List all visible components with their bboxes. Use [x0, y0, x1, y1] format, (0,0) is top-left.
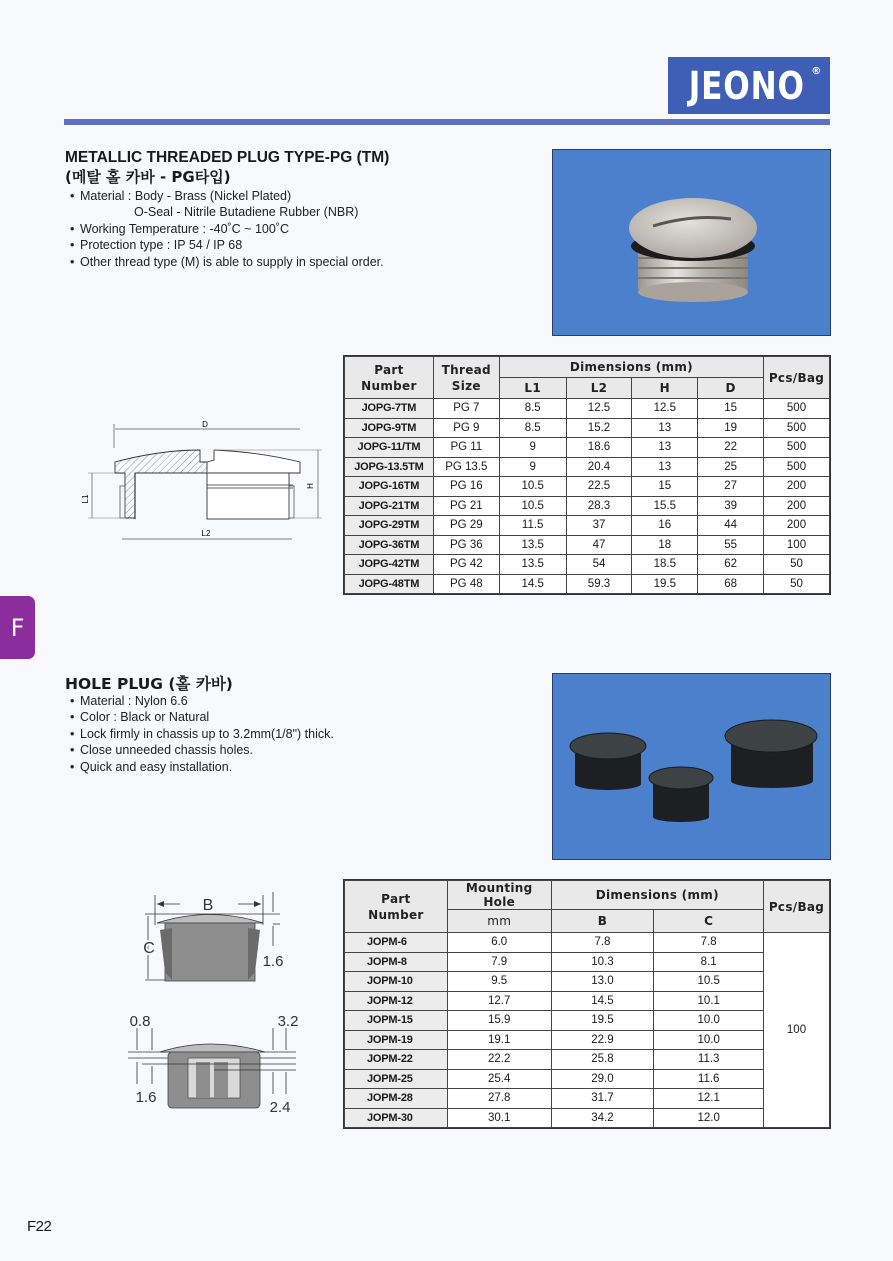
- spec-item: • Protection type : IP 54 / IP 68: [70, 238, 243, 253]
- cell-d: 19: [698, 418, 764, 438]
- cell-h: 15: [632, 477, 698, 497]
- cell-l2: 15.2: [566, 418, 632, 438]
- table-row: [345, 555, 830, 575]
- cell-part-number: JOPM-22: [345, 1050, 448, 1070]
- hole-plugs-image: [553, 674, 830, 859]
- product2-photo: [552, 673, 831, 860]
- cell-d: 15: [698, 399, 764, 419]
- cell-pcs-bag: 50: [764, 555, 830, 575]
- header-dimensions: Dimensions (mm): [551, 881, 763, 910]
- cell-part-number: JOPG-16TM: [345, 477, 434, 497]
- cell-part-number: JOPG-48TM: [345, 574, 434, 594]
- cell-b: 10.3: [551, 952, 654, 972]
- cell-mounting-hole: 25.4: [447, 1069, 551, 1089]
- header-pcs-bag: Pcs/Bag: [764, 881, 830, 933]
- cell-h: 13: [632, 457, 698, 477]
- cell-pcs-bag: 100: [764, 933, 830, 1128]
- plug-small: [649, 767, 713, 822]
- cell-h: 18.5: [632, 555, 698, 575]
- hole-plug-diagram: [110, 880, 310, 1120]
- cell-h: 13: [632, 418, 698, 438]
- cell-pcs-bag: 500: [764, 399, 830, 419]
- cell-pcs-bag: 50: [764, 574, 830, 594]
- cell-pcs-bag: 200: [764, 477, 830, 497]
- cell-l2: 59.3: [566, 574, 632, 594]
- spec-item: • Other thread type (M) is able to supply in special order.: [70, 254, 384, 269]
- product2-title: HOLE PLUG (홀 카바): [65, 675, 233, 693]
- cell-part-number: JOPM-15: [345, 1011, 448, 1031]
- table-row: [345, 1089, 830, 1109]
- cell-l1: 8.5: [499, 399, 566, 419]
- cell-c: 7.8: [654, 933, 764, 953]
- spec-item: • Quick and easy installation.: [70, 759, 233, 774]
- cell-b: 13.0: [551, 972, 654, 992]
- cell-l2: 54: [566, 555, 632, 575]
- table-row: [345, 1069, 830, 1089]
- cell-part-number: JOPM-12: [345, 991, 448, 1011]
- cell-c: 10.0: [654, 1011, 764, 1031]
- plug-left: [570, 733, 646, 790]
- cell-part-number: JOPG-29TM: [345, 516, 434, 536]
- cell-b: 7.8: [551, 933, 654, 953]
- table-row: [345, 991, 830, 1011]
- cell-l2: 28.3: [566, 496, 632, 516]
- cell-thread-size: PG 29: [433, 516, 499, 536]
- product1-title: METALLIC THREADED PLUG TYPE-PG (TM): [65, 149, 390, 166]
- table-row: [345, 418, 830, 438]
- header-mounting-hole: Mounting Hole: [447, 881, 551, 910]
- label-3-2: 3.2: [277, 1013, 299, 1030]
- header-c: C: [654, 910, 764, 933]
- table-row: [345, 1030, 830, 1050]
- cell-thread-size: PG 36: [433, 535, 499, 555]
- spec-item: • Working Temperature : -40˚C ~ 100˚C: [70, 221, 290, 236]
- cell-c: 11.6: [654, 1069, 764, 1089]
- cell-part-number: JOPM-6: [345, 933, 448, 953]
- cell-b: 34.2: [551, 1108, 654, 1128]
- table-row: [345, 457, 830, 477]
- cell-h: 13: [632, 438, 698, 458]
- cell-h: 16: [632, 516, 698, 536]
- cell-thread-size: PG 13.5: [433, 457, 499, 477]
- cell-b: 22.9: [551, 1030, 654, 1050]
- cell-l1: 10.5: [499, 477, 566, 497]
- label-c: C: [143, 940, 155, 957]
- hole-plug-table: [344, 880, 830, 1128]
- cell-mounting-hole: 6.0: [447, 933, 551, 953]
- label-2-4: 2.4: [269, 1099, 291, 1116]
- cell-part-number: JOPG-9TM: [345, 418, 434, 438]
- cell-h: 19.5: [632, 574, 698, 594]
- cell-mounting-hole: 19.1: [447, 1030, 551, 1050]
- cell-l1: 10.5: [499, 496, 566, 516]
- table-row: [345, 516, 830, 536]
- label-d: D: [202, 420, 208, 429]
- table-row: [345, 399, 830, 419]
- spec-item: • Material : Body - Brass (Nickel Plated): [70, 189, 292, 203]
- header-h: H: [632, 378, 698, 399]
- cell-l1: 14.5: [499, 574, 566, 594]
- label-0-8: 0.8: [129, 1013, 151, 1030]
- cell-b: 19.5: [551, 1011, 654, 1031]
- cell-l1: 13.5: [499, 555, 566, 575]
- cell-part-number: JOPG-21TM: [345, 496, 434, 516]
- table-row: [345, 1011, 830, 1031]
- table-row: [345, 952, 830, 972]
- table-row: [345, 535, 830, 555]
- label-1-6-bottom: 1.6: [135, 1089, 157, 1106]
- cell-l1: 9: [499, 457, 566, 477]
- table-row: [345, 933, 830, 953]
- cell-b: 29.0: [551, 1069, 654, 1089]
- cell-thread-size: PG 9: [433, 418, 499, 438]
- product1-photo: [552, 149, 831, 336]
- cell-part-number: JOPG-11/TM: [345, 438, 434, 458]
- label-l1: L1: [81, 494, 90, 504]
- registered-mark: ®: [811, 66, 823, 77]
- header-part-number: Part Number: [345, 881, 448, 933]
- cell-thread-size: PG 16: [433, 477, 499, 497]
- cell-thread-size: PG 7: [433, 399, 499, 419]
- label-b: B: [202, 897, 214, 914]
- spec-item: • Color : Black or Natural: [70, 710, 210, 725]
- cell-pcs-bag: 500: [764, 457, 830, 477]
- cell-mounting-hole: 15.9: [447, 1011, 551, 1031]
- cell-thread-size: PG 48: [433, 574, 499, 594]
- threaded-plug-diagram: [80, 410, 330, 550]
- table-row: [345, 1050, 830, 1070]
- header-thread-size: Thread Size: [433, 357, 499, 399]
- cell-d: 27: [698, 477, 764, 497]
- cell-h: 15.5: [632, 496, 698, 516]
- label-1-6-top: 1.6: [262, 953, 284, 970]
- page-number: F22: [27, 1218, 52, 1235]
- table-row: [345, 477, 830, 497]
- cell-l1: 8.5: [499, 418, 566, 438]
- header-d: D: [698, 378, 764, 399]
- cell-part-number: JOPG-36TM: [345, 535, 434, 555]
- brand-logo: [668, 57, 830, 114]
- cell-c: 10.5: [654, 972, 764, 992]
- cell-mounting-hole: 22.2: [447, 1050, 551, 1070]
- product2-specs: [70, 693, 334, 775]
- cell-c: 11.3: [654, 1050, 764, 1070]
- header-pcs-bag: Pcs/Bag: [764, 357, 830, 399]
- table-row: [345, 972, 830, 992]
- cell-part-number: JOPG-42TM: [345, 555, 434, 575]
- header-part-number: Part Number: [345, 357, 434, 399]
- cell-part-number: JOPM-10: [345, 972, 448, 992]
- cell-pcs-bag: 100: [764, 535, 830, 555]
- cell-d: 25: [698, 457, 764, 477]
- cell-l2: 12.5: [566, 399, 632, 419]
- cell-thread-size: PG 42: [433, 555, 499, 575]
- label-h: H: [306, 483, 315, 489]
- cell-part-number: JOPG-13.5TM: [345, 457, 434, 477]
- cell-pcs-bag: 200: [764, 496, 830, 516]
- product1-specs: [70, 188, 384, 270]
- product1-title-korean: (메탈 홀 카바 - PG타입): [65, 168, 231, 186]
- header-mm: mm: [447, 910, 551, 933]
- cell-l2: 18.6: [566, 438, 632, 458]
- cell-d: 55: [698, 535, 764, 555]
- cell-part-number: JOPM-19: [345, 1030, 448, 1050]
- plug-large: [725, 720, 817, 788]
- table-row: [345, 574, 830, 594]
- header-rule: [64, 119, 830, 125]
- cell-part-number: JOPG-7TM: [345, 399, 434, 419]
- cell-l1: 13.5: [499, 535, 566, 555]
- cell-c: 8.1: [654, 952, 764, 972]
- label-l2: L2: [201, 529, 211, 538]
- spec-item: O-Seal - Nitrile Butadiene Rubber (NBR): [134, 205, 359, 220]
- section-tab: F: [0, 596, 35, 659]
- cell-d: 22: [698, 438, 764, 458]
- cell-part-number: JOPM-30: [345, 1108, 448, 1128]
- cell-d: 68: [698, 574, 764, 594]
- brand-logo-text: JEONO: [688, 63, 805, 108]
- spec-item: • Lock firmly in chassis up to 3.2mm(1/8") thick.: [70, 726, 334, 741]
- cell-h: 18: [632, 535, 698, 555]
- cell-b: 14.5: [551, 991, 654, 1011]
- table-row: [345, 1108, 830, 1128]
- spec-item: • Material : Nylon 6.6: [70, 694, 188, 708]
- cell-l2: 47: [566, 535, 632, 555]
- cell-d: 39: [698, 496, 764, 516]
- header-dimensions: Dimensions (mm): [499, 357, 763, 378]
- threaded-plug-table: [344, 356, 830, 594]
- cell-thread-size: PG 21: [433, 496, 499, 516]
- header-b: B: [551, 910, 654, 933]
- cell-pcs-bag: 200: [764, 516, 830, 536]
- cell-mounting-hole: 12.7: [447, 991, 551, 1011]
- cell-mounting-hole: 9.5: [447, 972, 551, 992]
- cell-part-number: JOPM-25: [345, 1069, 448, 1089]
- cell-h: 12.5: [632, 399, 698, 419]
- cell-thread-size: PG 11: [433, 438, 499, 458]
- cell-mounting-hole: 7.9: [447, 952, 551, 972]
- table-row: [345, 496, 830, 516]
- cell-mounting-hole: 27.8: [447, 1089, 551, 1109]
- cell-b: 31.7: [551, 1089, 654, 1109]
- cell-part-number: JOPM-28: [345, 1089, 448, 1109]
- cell-l1: 9: [499, 438, 566, 458]
- cell-c: 10.0: [654, 1030, 764, 1050]
- cell-l2: 22.5: [566, 477, 632, 497]
- cell-d: 44: [698, 516, 764, 536]
- cell-pcs-bag: 500: [764, 418, 830, 438]
- cell-mounting-hole: 30.1: [447, 1108, 551, 1128]
- cell-l2: 37: [566, 516, 632, 536]
- cell-c: 12.1: [654, 1089, 764, 1109]
- cell-d: 62: [698, 555, 764, 575]
- cell-part-number: JOPM-8: [345, 952, 448, 972]
- cell-b: 25.8: [551, 1050, 654, 1070]
- spec-item: • Close unneeded chassis holes.: [70, 743, 254, 758]
- cell-c: 12.0: [654, 1108, 764, 1128]
- cell-l1: 11.5: [499, 516, 566, 536]
- header-l2: L2: [566, 378, 632, 399]
- threaded-plug-image: [553, 150, 830, 335]
- table-row: [345, 438, 830, 458]
- header-l1: L1: [499, 378, 566, 399]
- cell-l2: 20.4: [566, 457, 632, 477]
- cell-pcs-bag: 500: [764, 438, 830, 458]
- cell-c: 10.1: [654, 991, 764, 1011]
